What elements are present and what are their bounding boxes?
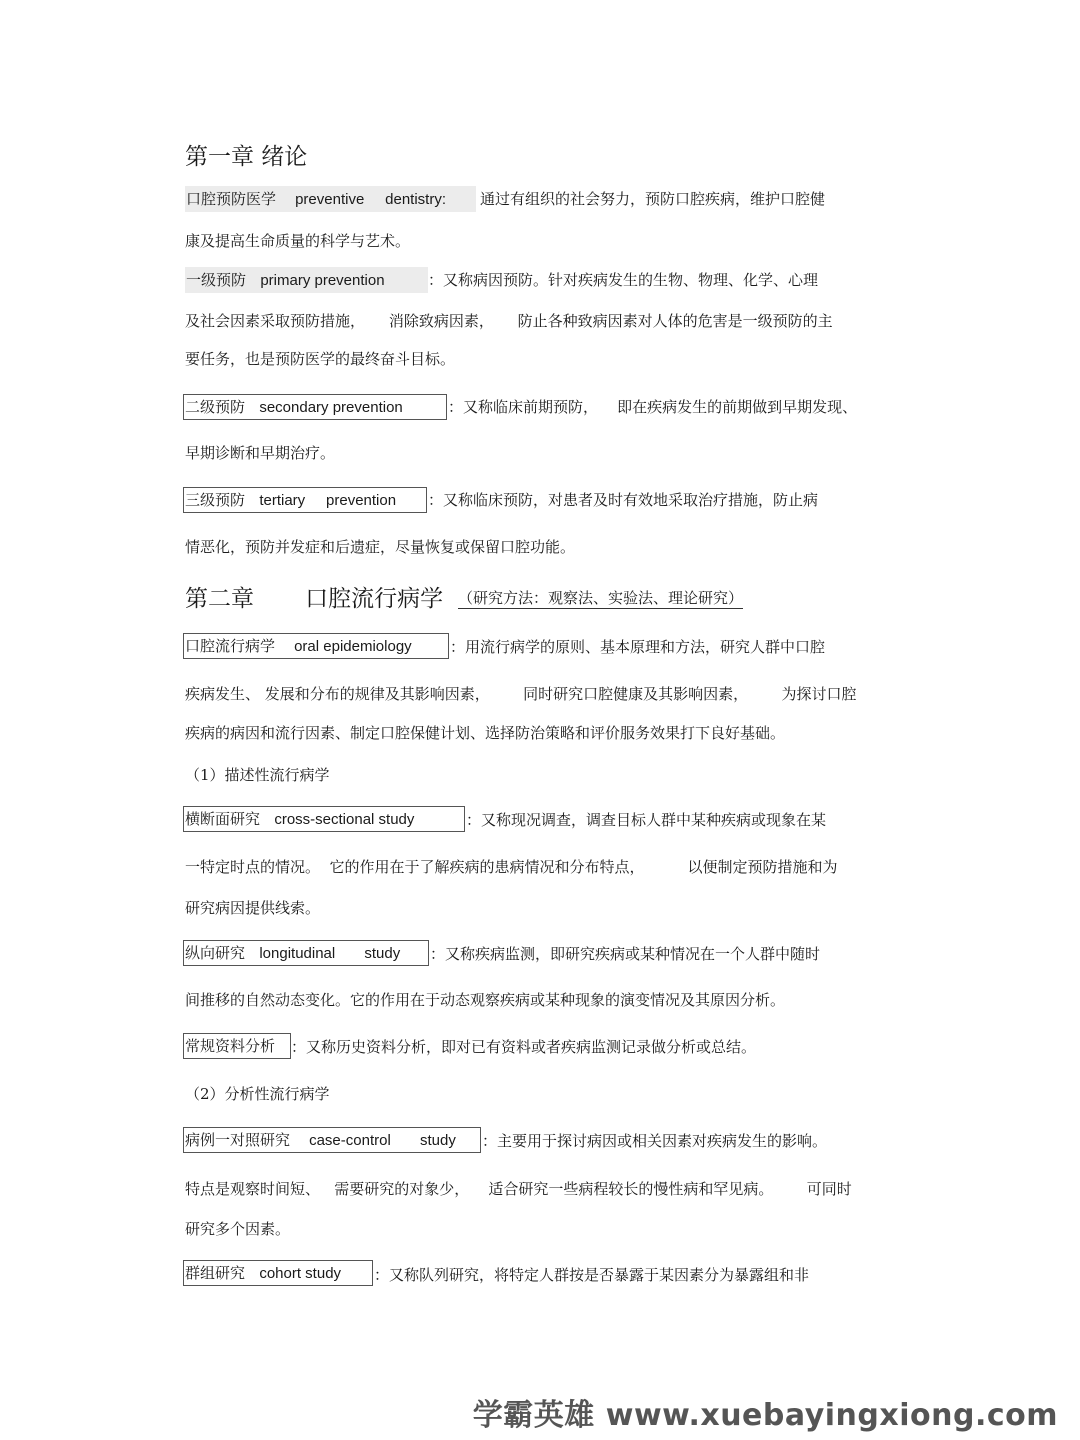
term-definition: 早期诊断和早期治疗。: [185, 444, 336, 462]
term-routine-data-analysis: [183, 1033, 291, 1059]
term-cn: 二级预防: [185, 398, 246, 416]
section-analytical-epidemiology: （2）分析性流行病学: [185, 1085, 330, 1103]
term-definition: ：又称现况调查，调查目标人群中某种疾病或现象在某: [466, 811, 827, 829]
term-cn: 纵向研究: [185, 944, 246, 962]
term-tertiary-prevention: [183, 487, 427, 513]
term-definition: ：主要用于探讨病因或相关因素对疾病发生的影响。: [482, 1132, 828, 1150]
term-definition: ：又称临床预防，对患者及时有效地采取治疗措施，防止病: [428, 491, 819, 509]
term-cn: 口腔流行病学: [185, 637, 276, 655]
term-definition: 研究病因提供线索。: [185, 899, 321, 917]
term-definition: 间推移的自然动态变化。它的作用在于动态观察疾病或某种现象的演变情况及其原因分析。: [185, 991, 786, 1009]
term-en: cohort study: [259, 1265, 342, 1282]
section-descriptive-epidemiology: （1）描述性流行病学: [185, 766, 330, 784]
chapter2-subtitle: [458, 587, 743, 608]
research-methods: （研究方法：观察法、实验法、理论研究）: [458, 589, 744, 607]
term-definition: 特点是观察时间短、 需要研究的对象少， 适合研究一些病程较长的慢性病和罕见病。 可同时: [185, 1180, 852, 1198]
term-en: oral epidemiology: [294, 638, 412, 655]
term-cohort-study: [183, 1260, 373, 1286]
term-definition: 研究多个因素。: [185, 1220, 291, 1238]
term-cn: 病例一对照研究: [185, 1131, 291, 1149]
term-definition: ：又称队列研究，将特定人群按是否暴露于某因素分为暴露组和非: [374, 1266, 810, 1284]
term-definition: 通过有组织的社会努力，预防口腔疾病，维护口腔健: [480, 190, 826, 208]
term-definition: 疾病发生、 发展和分布的规律及其影响因素， 同时研究口腔健康及其影响因素， 为探讨口腔: [185, 685, 857, 703]
term-definition: 康及提高生命质量的科学与艺术。: [185, 232, 411, 250]
term-definition: ：又称历史资料分析，即对已有资料或者疾病监测记录做分析或总结。: [291, 1038, 757, 1056]
site-watermark: 学霸英雄 www.xuebayingxiong.com: [472, 1398, 1058, 1433]
term-en: tertiary prevention: [259, 492, 397, 509]
term-primary-prevention: [185, 267, 428, 293]
term-case-control-study: [183, 1127, 481, 1153]
term-secondary-prevention: [183, 394, 447, 420]
term-en: preventive dentistry:: [295, 191, 446, 208]
term-definition: ：用流行病学的原则、基本原理和方法，研究人群中口腔: [450, 638, 826, 656]
chapter1-title: 第一章 绪论: [185, 144, 308, 170]
term-cn: 三级预防: [185, 491, 246, 509]
term-longitudinal-study: [183, 940, 429, 966]
term-en: case-control study: [309, 1132, 456, 1149]
term-cn: 横断面研究: [185, 810, 261, 828]
term-cross-sectional-study: [183, 806, 465, 832]
term-definition: 要任务，也是预防医学的最终奋斗目标。: [185, 350, 456, 368]
term-en: secondary prevention: [259, 399, 403, 416]
term-definition: 情恶化，预防并发症和后遗症，尽量恢复或保留口腔功能。: [185, 538, 576, 556]
term-definition: 疾病的病因和流行因素、制定口腔保健计划、选择防治策略和评价服务效果打下良好基础。: [185, 724, 786, 742]
term-cn: 一级预防: [186, 271, 247, 289]
term-definition: ：又称疾病监测，即研究疾病或某种情况在一个人群中随时: [430, 945, 821, 963]
term-definition: ：又称临床前期预防， 即在疾病发生的前期做到早期发现、: [448, 398, 858, 416]
term-preventive-dentistry: [185, 186, 476, 212]
term-cn: 常规资料分析: [185, 1037, 276, 1055]
term-definition: 一特定时点的情况。 它的作用在于了解疾病的患病情况和分布特点， 以便制定预防措施和为: [185, 858, 838, 876]
term-definition: 及社会因素采取预防措施， 消除致病因素， 防止各种致病因素对人体的危害是一级预防的主: [185, 312, 833, 330]
term-cn: 群组研究: [185, 1264, 246, 1282]
term-en: cross-sectional study: [274, 811, 415, 828]
term-en: longitudinal study: [259, 945, 401, 962]
term-en: primary prevention: [260, 272, 385, 289]
chapter2-title: 第二章 口腔流行病学: [185, 586, 444, 612]
term-cn: 口腔预防医学: [186, 190, 277, 208]
term-definition: ：又称病因预防。针对疾病发生的生物、物理、化学、心理: [428, 271, 819, 289]
term-oral-epidemiology: [183, 633, 449, 659]
